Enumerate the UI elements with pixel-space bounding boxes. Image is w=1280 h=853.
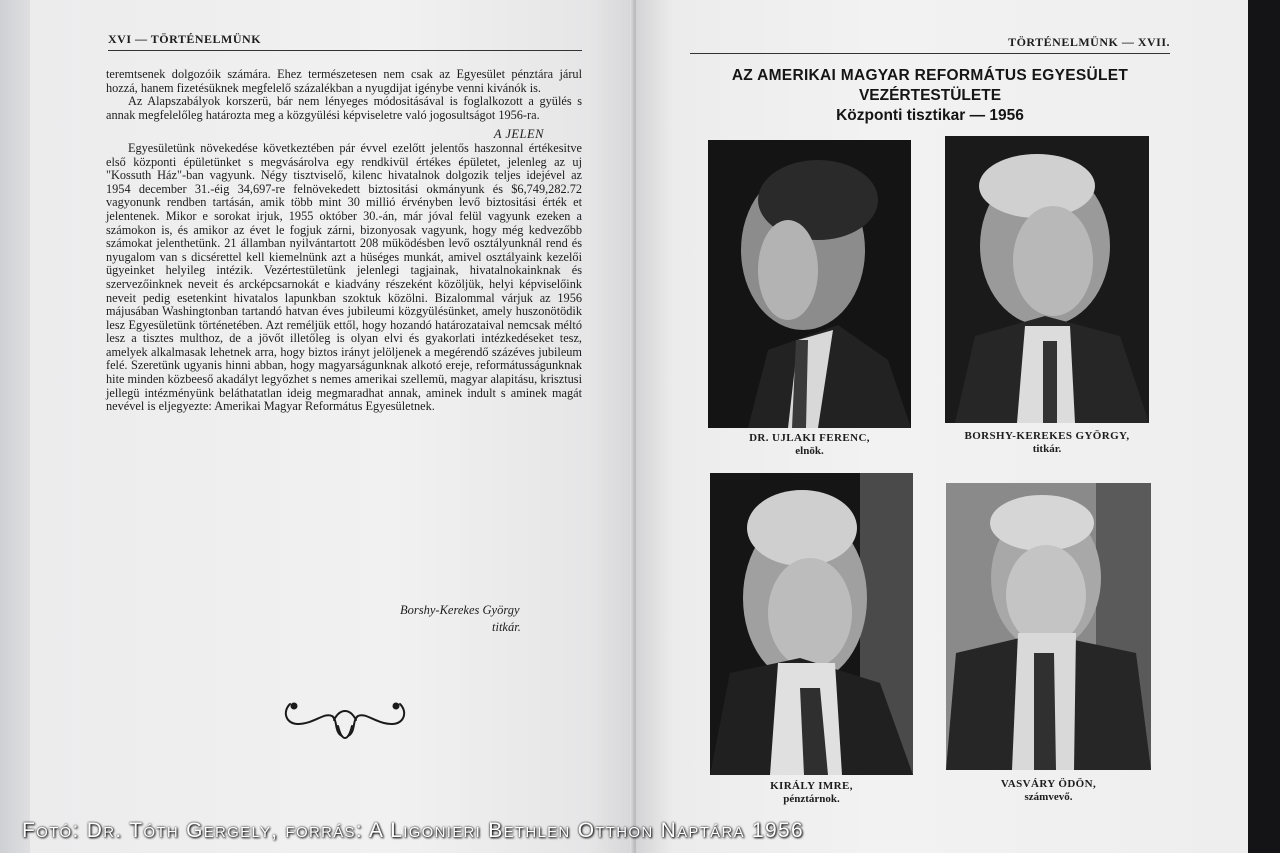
left-page-header: XVI — TÖRTÉNELMÜNK (108, 32, 582, 51)
title-line-1: AZ AMERIKAI MAGYAR REFORMÁTUS EGYESÜLET (731, 67, 1129, 84)
paragraph-1: teremtsenek dolgozóik számára. Ehez természetesen nem csak az Egyesület pénztára járul hozzá, hanem fizetésüknek megfelelő százalékban a nyugdijat igénybe venni kivánók is. (106, 67, 582, 95)
signature-name: Borshy-Kerekes György (400, 603, 520, 617)
title-line-3: Központi tisztikar — 1956 (836, 107, 1024, 124)
left-page (30, 0, 636, 853)
signature-title: titkár. (492, 620, 521, 634)
signature (400, 602, 521, 636)
portrait-photo-borshy-kerekes (945, 136, 1149, 423)
paragraph-main: Egyesületünk növekedése következtében pár évvel ezelőtt jelentős haszonnal értékesitve első központi épületünket s megvásárolva egy rendkivül értékes épületet, jelenleg az uj "Kossuth Ház"-ban vagyunk. Négy tisztviselő, kilenc hivatalnok dolgozik teljes idejével az 1954 december 31.-éig 34,697-re felnövekedett biztositási okmányunk és $6,749,282.72 vagyonunk rendben tartásán, amik több mint 30 millió érvényben levő biztositási érték et jelentenek. Mikor e sorokat irjuk, 1955 október 30.-án, már jóval felül vagyunk ezeken a számokon is, és amikor az évet le fogjuk zárni, bizonyosak vagyunk, hogy még kedvezőbb számokat jelenthetünk. 21 államban nyilvántartott 208 müködésben levő osztályunknál rend és nyugalom van s dicsérettel kell kiemelnünk azt a hüséges munkát, amivel osztályaink kezelői ügyeinket helyileg intézik. Vezértestületünk jelenlegi tagjainak, hivatalnokainknak és szervezőinknek neveit és arcképcsarnokát e kiadvány részeként közöljük, helyi képviselőink neveit pedig esetenkint hivatalos lapunkban szoktuk közölni. Bizalommal várjuk az 1956 májusában Washingtonban tartandó hatvan éves jubileumi közgyülésünket, amely huszonötödik lesz Egyesületünk történetében. Azt reméljük ettől, hogy hozandó határozataival nemcsak méltó lesz a tisztes multhoz, de a jövőt illetőleg is olyan elvi és gyakorlati intézkedéseket tesz, amelyek alkalmasak lehetnek arra, hogy biztos irányt jelöljenek a megérendő százéves jubileum felé. Szeretünk ugyanis hinni abban, hogy magyarságunknak alkotó ereje, reformátusságunknak hite minden közbeeső akadályt legyőzhet s nemes amerikai szellemü, magyar alapitásu, krisztusi jellegü intézményünk beláthatatlan ideig megmaradhat annak, aminek indult s aminek magát nevével is eljegyezte: Amerikai Magyar Református Egyesületnek. (106, 140, 582, 414)
right-page (636, 0, 1248, 853)
title-line-2: VEZÉRTESTÜLETE (858, 87, 1002, 104)
portrait-role: titkár. (1032, 443, 1062, 455)
portrait-role: pénztárnok. (783, 793, 840, 805)
board-title (690, 66, 1170, 127)
portrait-caption-4 (946, 778, 1151, 804)
portrait-role: elnök. (795, 445, 824, 457)
section-title-a-jelen: A JELEN (493, 127, 544, 142)
paragraph-2: Az Alapszabályok korszerü, bár nem lényeges módositásával is foglalkozott a gyülés s annak megfelelőleg határozta meg a közgyülési képviseletre való jogosultságot 1956-ra. (106, 94, 582, 122)
portrait-role: számvevő. (1024, 791, 1073, 803)
portrait-name: DR. UJLAKI FERENC, (749, 432, 870, 444)
portrait-caption-2 (936, 430, 1158, 456)
portrait-photo-vasvary (946, 483, 1151, 770)
background-strip (1248, 0, 1280, 853)
portrait-image (945, 136, 1149, 423)
ornament-flourish-icon (280, 690, 410, 750)
portrait-image (946, 483, 1151, 770)
portrait-caption-1 (708, 432, 911, 458)
portrait-caption-3 (710, 780, 913, 806)
portrait-image (708, 140, 911, 428)
portrait-photo-ujlaki (708, 140, 911, 428)
portrait-name: VASVÁRY ÖDÖN, (1000, 778, 1097, 790)
right-page-header: TÖRTÉNELMÜNK — XVII. (690, 35, 1170, 54)
portrait-name: BORSHY-KEREKES GYÖRGY, (964, 430, 1130, 442)
portrait-photo-kiraly (710, 473, 913, 775)
left-page-body (106, 68, 582, 414)
photo-credit-watermark: Fotó: Dr. Tóth Gergely, forrás: A Ligonieri Bethlen Otthon Naptára 1956 (22, 819, 804, 842)
portrait-image (710, 473, 913, 775)
portrait-name: KIRÁLY IMRE, (770, 780, 853, 792)
